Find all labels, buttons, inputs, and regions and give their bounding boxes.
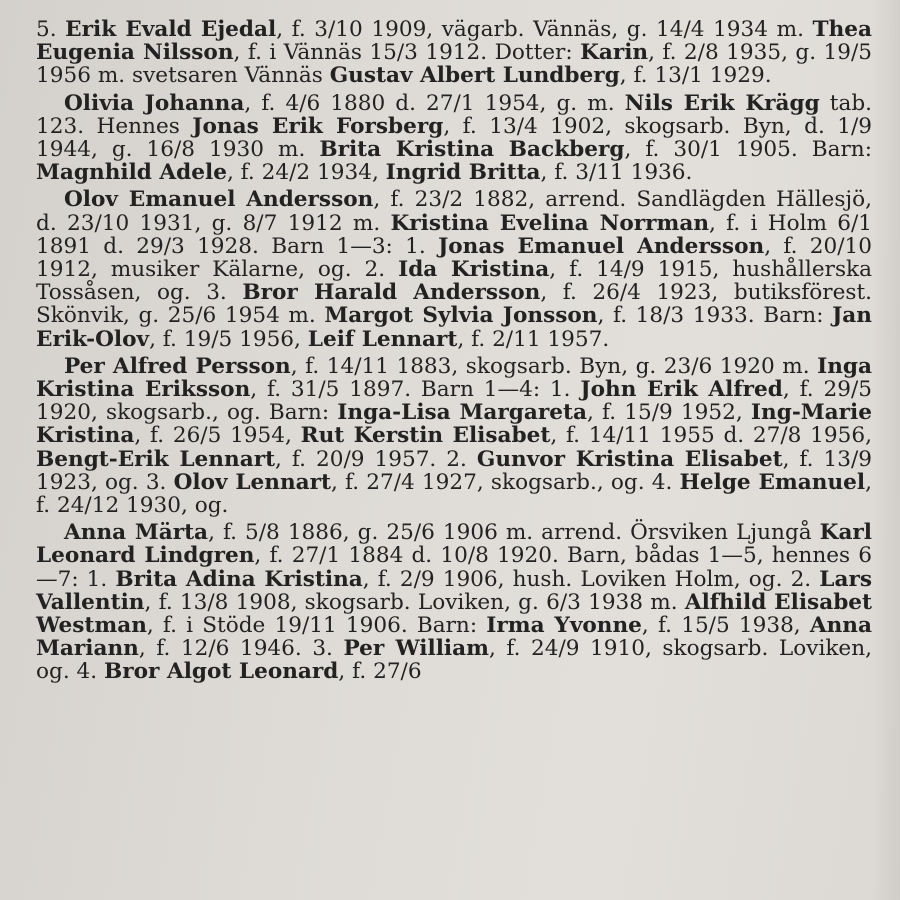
entry-text: , f. 24/2 1934, (226, 160, 386, 186)
person-name: Helge Emanuel (679, 469, 866, 495)
person-name: Kristina Evelina Norrman (390, 210, 710, 236)
entry-text: , f. 26/4 1923, butiksförest. Skönvik, g. 25/6 1954 m. (36, 280, 873, 329)
person-name: Thea Eugenia Nilsson (36, 17, 872, 66)
person-name: Jan Erik-Olov (36, 303, 872, 352)
person-name: Inga Kristina Eriksson (36, 353, 872, 403)
person-name: Inga-Lisa Margareta (337, 400, 587, 426)
person-name: Ing-Marie Kristina (36, 400, 872, 449)
person-name: Nils Erik Krägg (624, 90, 820, 116)
entry-text: 5. (36, 17, 66, 42)
entry-text: , f. 20/10 1912, musiker Kälarne, og. 2. (36, 233, 872, 283)
person-name: Bror Harald Andersson (242, 280, 541, 306)
entry-text: , f. 13/8 1908, skogsarb. Loviken, g. 6/3 1938 m. (144, 589, 685, 615)
entry-text: , f. 13/9 1923, og. 3. (36, 446, 872, 495)
person-name: Ingrid Britta (385, 160, 541, 186)
entry-paragraph-p3 (36, 188, 872, 350)
entry-text: , f. 27/1 1884 d. 10/8 1920. Barn, bådas 1—5, hennes 6—7: 1. (36, 543, 873, 592)
person-name: Bror Algot Leonard (104, 659, 339, 685)
entry-text: , f. 14/11 1955 d. 27/8 1956, (550, 423, 872, 449)
person-name: Olov Lennart (173, 469, 332, 495)
entry-text: , f. 27/6 (338, 659, 422, 685)
person-name: Karl Leonard Lindgren (36, 520, 873, 569)
person-name: Jonas Emanuel Andersson (438, 233, 765, 259)
entry-text: , f. 2/8 1935, g. 19/5 1956 m. svetsaren Vännäs (36, 40, 872, 89)
person-name: Olivia Johanna (64, 90, 245, 116)
entry-text: , f. 27/4 1927, skogsarb., og. 4. (331, 469, 680, 495)
person-name: Per Alfred Persson (64, 353, 291, 379)
entry-text: , f. i Holm 6/1 1891 d. 29/3 1928. Barn 1—3: 1. (36, 210, 873, 259)
entry-text: , f. 24/12 1930, og. (36, 469, 872, 519)
person-name: Gunvor Kristina Elisabet (476, 446, 783, 472)
person-name: Jonas Erik Forsberg (192, 113, 444, 139)
entry-text: , f. 30/1 1905. Barn: (624, 137, 872, 163)
entry-text: , f. 14/11 1883, skogsarb. Byn, g. 23/6 1920 m. (290, 353, 818, 379)
entry-text: , f. 2/11 1957. (457, 326, 610, 352)
person-name: Bengt-Erik Lennart (36, 446, 276, 472)
person-name: Ida Kristina (398, 257, 550, 283)
person-name: Magnhild Adele (36, 160, 227, 186)
person-name: Brita Adina Kristina (115, 566, 363, 592)
genealogy-text (36, 18, 872, 684)
entry-text: , f. 15/9 1952, (586, 400, 751, 426)
person-name: Irma Yvonne (486, 613, 642, 639)
entry-paragraph-p4 (36, 355, 872, 517)
person-name: Alfhild Elisabet Westman (36, 589, 873, 639)
person-name: John Erik Alfred (580, 377, 783, 403)
entry-text: , f. 18/3 1933. Barn: (597, 303, 833, 329)
entry-text: , f. 2/9 1906, hush. Loviken Holm, og. 2. (362, 566, 820, 592)
person-name: Erik Evald Ejedal (65, 17, 277, 42)
entry-paragraph-p2 (36, 92, 872, 185)
page-edge-shadow (872, 0, 900, 900)
entry-text: , f. 20/9 1957. 2. (275, 446, 477, 472)
person-name: Per William (343, 636, 489, 662)
entry-text: , f. 23/2 1882, arrend. Sandlägden Hällesjö, d. 23/10 1931, g. 8/7 1912 m. (36, 187, 872, 236)
entry-text: , f. 24/9 1910, skogsarb. Loviken, og. 4. (36, 636, 872, 685)
entry-text: , f. i Stöde 19/11 1906. Barn: (146, 613, 487, 639)
person-name: Olov Emanuel Andersson (64, 187, 374, 213)
entry-text: , f. 14/9 1915, hushållerska Tossåsen, og. 3. (36, 257, 872, 306)
entry-text: , f. 29/5 1920, skogsarb., og. Barn: (36, 377, 873, 426)
entry-text: , f. 13/1 1929. (619, 63, 772, 89)
entry-text: tab. 123. Hennes (36, 90, 873, 139)
entry-text: , f. 13/4 1902, skogsarb. Byn, d. 1/9 1944, g. 16/8 1930 m. (36, 113, 873, 163)
entry-paragraph-p5 (36, 521, 872, 683)
person-name: Rut Kerstin Elisabet (300, 423, 551, 449)
entry-text: , f. i Vännäs 15/3 1912. Dotter: (233, 40, 581, 66)
entry-text: , f. 19/5 1956, (149, 326, 308, 352)
entry-text: , f. 4/6 1880 d. 27/1 1954, g. m. (244, 90, 625, 116)
person-name: Gustav Albert Lundberg (329, 63, 620, 89)
entry-text: , f. 5/8 1886, g. 25/6 1906 m. arrend. Örsviken Ljungå (208, 520, 820, 546)
person-name: Anna Mariann (36, 613, 872, 662)
entry-text: , f. 15/5 1938, (641, 613, 810, 639)
person-name: Anna Märta (64, 520, 209, 546)
entry-paragraph-p1 (36, 18, 872, 88)
entry-text: , f. 3/10 1909, vägarb. Vännäs, g. 14/4 1934 m. (276, 17, 813, 42)
person-name: Brita Kristina Backberg (319, 137, 625, 163)
person-name: Lars Vallentin (36, 566, 872, 615)
entry-text: , f. 31/5 1897. Barn 1—4: 1. (250, 377, 581, 403)
entry-text: , f. 12/6 1946. 3. (138, 636, 344, 662)
person-name: Leif Lennart (307, 326, 458, 352)
person-name: Karin (580, 40, 649, 66)
entry-text: , f. 26/5 1954, (134, 423, 301, 449)
person-name: Margot Sylvia Jonsson (324, 303, 598, 329)
entry-text: , f. 3/11 1936. (540, 160, 693, 186)
